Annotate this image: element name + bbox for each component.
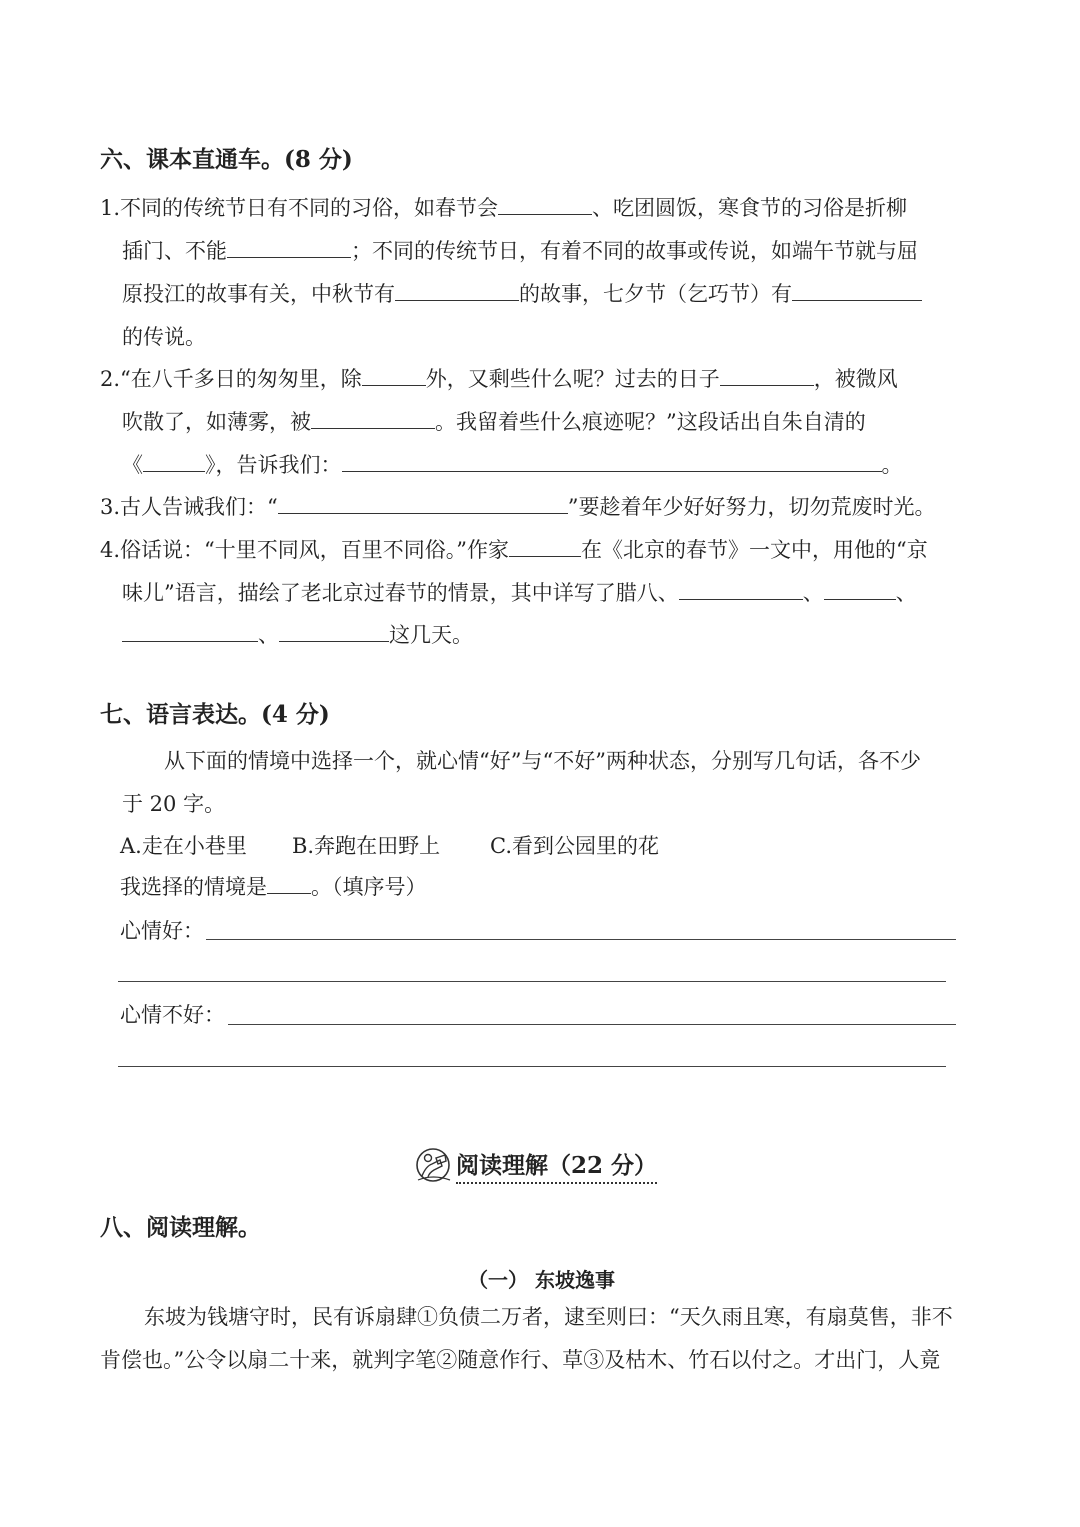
q1-text: 、吃团圆饭，寒食节的习俗是折柳	[592, 196, 908, 220]
q1-line3	[122, 279, 922, 309]
reading-section-badge	[412, 1146, 657, 1184]
choice-blank[interactable]	[267, 873, 311, 894]
section7-title: 七、语言表达。(4 分)	[100, 701, 330, 728]
choice-text: 我选择的情境是	[120, 875, 267, 899]
q2-line1	[100, 364, 898, 394]
q4-text: 4.俗话说：“十里不同风，百里不同俗。”作家	[100, 538, 510, 562]
q4-text: 、	[802, 581, 824, 605]
passage-line1: 东坡为钱塘守时，民有诉扇肆①负债二万者，逮至则曰：“天久雨且寒，有扇莫售，非不	[144, 1305, 953, 1329]
answer-blank[interactable]	[679, 579, 803, 600]
q3-text: ”要趁着年少好好努力，切勿荒废时光。	[567, 495, 936, 519]
section6-title: 六、课本直通车。(8 分)	[100, 146, 353, 173]
answer-blank[interactable]	[122, 621, 258, 642]
q3-line	[100, 492, 936, 522]
q1-text: 原投江的故事有关，中秋节有	[122, 282, 395, 306]
q2-text: 。我留着些什么痕迹呢？”这段话出自朱自清的	[435, 410, 866, 434]
answer-blank[interactable]	[824, 579, 896, 600]
answer-blank[interactable]	[362, 365, 426, 386]
q4-text: 味儿”语言，描绘了老北京过春节的情景，其中详写了腊八、	[122, 581, 679, 605]
section7-prompt-line1: 从下面的情境中选择一个，就心情“好”与“不好”两种状态，分别写几句话，各不少	[164, 749, 921, 773]
mood-bad-write-line[interactable]	[228, 1024, 956, 1025]
q3-text: 3.古人告诫我们：“	[100, 495, 278, 519]
choice-text: 。（填序号）	[311, 875, 427, 899]
reader-book-icon	[412, 1146, 456, 1184]
q2-text: 吹散了，如薄雾，被	[122, 410, 311, 434]
q2-line3	[122, 450, 903, 480]
mood-good-label: 心情好：	[120, 919, 204, 943]
q1-line1	[100, 193, 907, 223]
answer-blank[interactable]	[395, 280, 519, 301]
mood-bad-write-line-2[interactable]	[118, 1066, 946, 1067]
answer-blank[interactable]	[279, 621, 389, 642]
mood-bad-label: 心情不好：	[120, 1003, 225, 1027]
reading-section-title: 阅读理解（22 分）	[456, 1147, 657, 1184]
answer-blank[interactable]	[498, 194, 592, 215]
passage-line2: 肯偿也。”公令以扇二十来，就判字笔②随意作行、草③及枯木、竹石以付之。才出门，人竟	[100, 1348, 941, 1372]
q2-text: ，被微风	[813, 367, 898, 391]
answer-blank[interactable]	[792, 280, 922, 301]
section7-prompt-line2: 于 20 字。	[122, 792, 226, 816]
q1-text: ；不同的传统节日，有着不同的故事或传说，如端午节就与屈	[351, 239, 918, 263]
q4-line2	[122, 578, 917, 608]
mood-good-write-line-2[interactable]	[118, 981, 946, 982]
q2-text: 外，又剩些什么呢？过去的日子	[425, 367, 720, 391]
q2-text: 》，告诉我们：	[205, 453, 342, 477]
q2-text: 。	[881, 453, 903, 477]
q1-line4: 的传说。	[122, 325, 206, 349]
answer-blank[interactable]	[227, 237, 351, 258]
choice-line	[120, 872, 427, 902]
q2-text: 2.“在八千多日的匆匆里，除	[100, 367, 362, 391]
option-b: B.奔跑在田野上	[292, 834, 441, 858]
answer-blank[interactable]	[311, 408, 435, 429]
q4-text: 、	[895, 581, 917, 605]
answer-blank[interactable]	[342, 451, 882, 472]
q2-line2	[122, 407, 866, 437]
mood-good-write-line[interactable]	[206, 939, 956, 940]
q1-text: 1.不同的传统节日有不同的习俗，如春节会	[100, 196, 499, 220]
option-c: C.看到公园里的花	[490, 834, 659, 858]
passage-title: （一） 东坡逸事	[468, 1268, 615, 1292]
q2-text: 《	[122, 453, 143, 477]
q4-text: 在《北京的春节》一文中，用他的“京	[581, 538, 928, 562]
q1-text: 的故事，七夕节（乞巧节）有	[519, 282, 792, 306]
q4-text: 、	[258, 623, 279, 647]
q4-line1	[100, 535, 928, 565]
q1-line2	[122, 236, 918, 266]
answer-blank[interactable]	[278, 493, 568, 514]
option-a: A.走在小巷里	[120, 834, 247, 858]
section8-title: 八、阅读理解。	[100, 1214, 261, 1241]
q4-text: 这几天。	[389, 623, 473, 647]
answer-blank[interactable]	[143, 451, 205, 472]
q4-line3	[122, 620, 473, 650]
answer-blank[interactable]	[509, 536, 581, 557]
q1-text: 插门、不能	[122, 239, 227, 263]
answer-blank[interactable]	[720, 365, 814, 386]
